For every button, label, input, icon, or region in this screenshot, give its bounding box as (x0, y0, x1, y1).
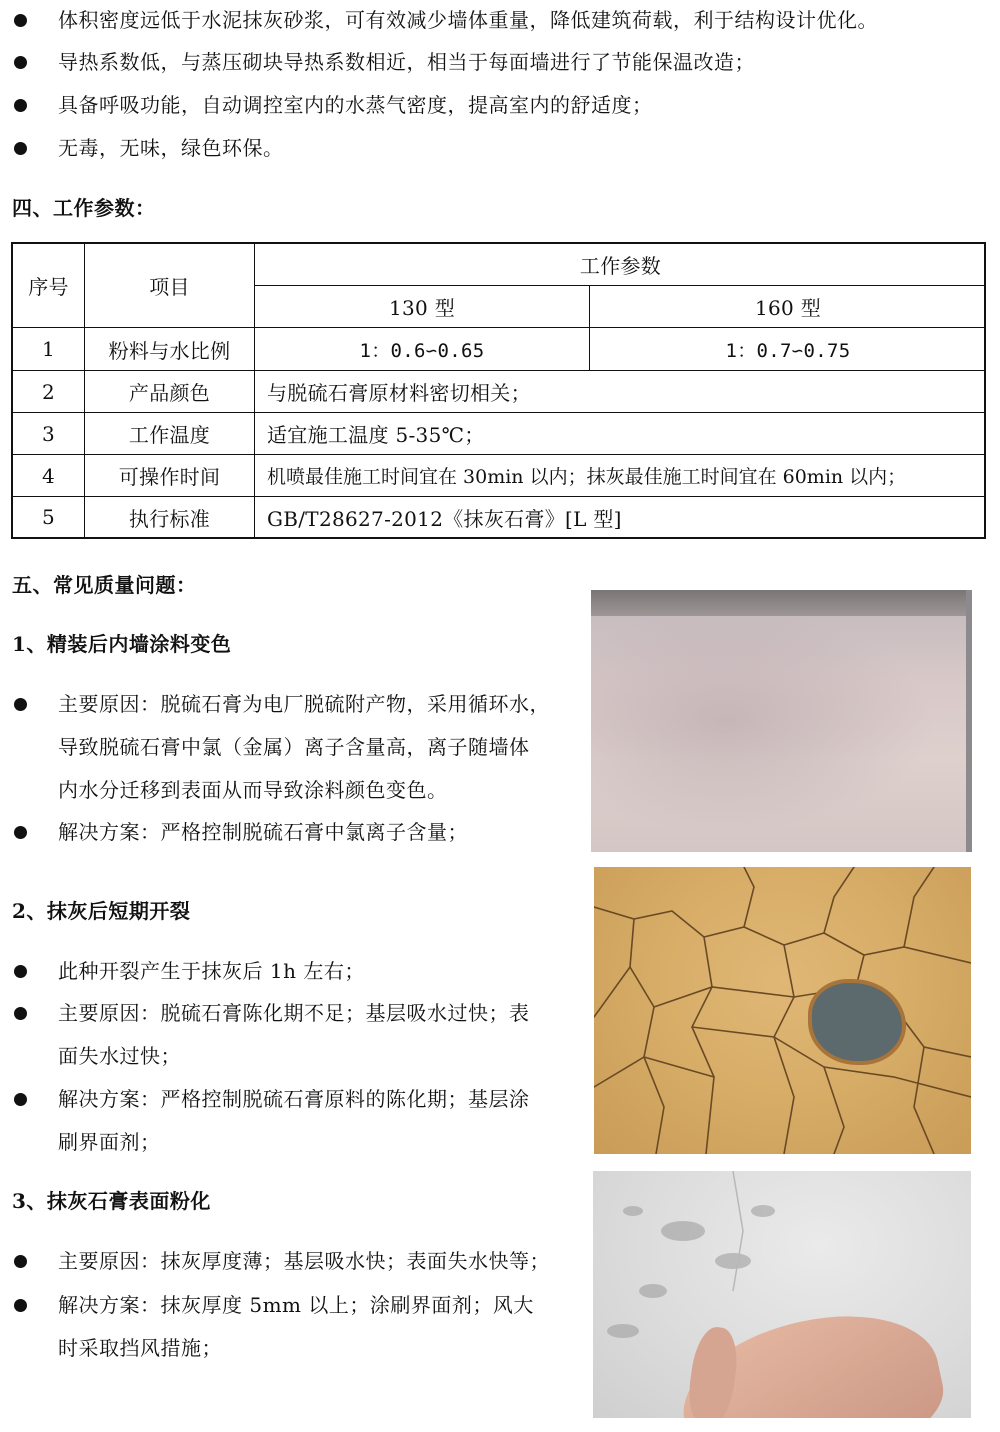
bullet-icon (14, 14, 27, 27)
bullet-icon (14, 698, 27, 711)
table-header-item: 项目 (149, 275, 190, 299)
list-item-text: 主要原因：脱硫石膏为电厂脱硫附产物，采用循环水， (58, 692, 550, 716)
table-cell-value: 适宜施工温度 5-35℃； (267, 423, 485, 447)
bullet-icon (14, 99, 27, 112)
list-item-text: 此种开裂产生于抹灰后 1h 左右； (58, 959, 365, 983)
powdered-plaster-photo (593, 1171, 971, 1418)
bullet-icon (14, 1299, 27, 1312)
discolored-wall-photo (591, 590, 972, 852)
table-header-130: 130 型 (388, 296, 456, 320)
list-item-text: 具备呼吸功能，自动调控室内的水蒸气密度，提高室内的舒适度； (58, 93, 653, 117)
list-item-text: 无毒，无味，绿色环保。 (58, 136, 284, 160)
table-cell-item: 工作温度 (128, 423, 211, 447)
table-cell-item: 粉料与水比例 (108, 338, 231, 363)
bullet-icon (14, 142, 27, 155)
section-heading: 四、工作参数： (12, 196, 156, 220)
table-header-160: 160 型 (754, 296, 822, 320)
bullet-icon (14, 826, 27, 839)
list-item-text: 刷界面剂； (58, 1130, 161, 1154)
table-header-no: 序号 (28, 275, 69, 299)
list-item-text: 内水分迁移到表面从而导致涂料颜色变色。 (58, 778, 448, 802)
list-item-text: 体积密度远低于水泥抹灰砂浆，可有效减少墙体重量，降低建筑荷载，利于结构设计优化。 (58, 8, 878, 32)
cracked-plaster-photo (594, 867, 971, 1154)
table-cell-no: 4 (41, 463, 56, 488)
table-cell-130: 1：0.6∽0.65 (359, 339, 485, 362)
list-item-text: 导致脱硫石膏中氯（金属）离子含量高，离子随墙体 (58, 735, 530, 759)
table-cell-no: 2 (41, 379, 56, 404)
table-cell-value: 机喷最佳施工时间宜在 30min 以内；抹灰最佳施工时间宜在 60min 以内； (267, 466, 907, 488)
list-item-text: 时采取挡风措施； (58, 1336, 222, 1360)
problem-title: 1、精装后内墙涂料变色 (12, 632, 232, 656)
list-item-text: 解决方案：严格控制脱硫石膏中氯离子含量； (58, 820, 468, 844)
bullet-icon (14, 56, 27, 69)
table-cell-item: 可操作时间 (118, 465, 221, 489)
table-cell-no: 5 (41, 505, 56, 529)
parameter-table (11, 242, 986, 539)
problem-title: 3、抹灰石膏表面粉化 (12, 1189, 211, 1213)
table-cell-value: GB/T28627-2012《抹灰石膏》[L 型] (267, 506, 622, 531)
table-cell-value: 与脱硫石膏原材料密切相关； (267, 381, 531, 405)
table-cell-no: 3 (41, 421, 56, 446)
table-cell-item: 产品颜色 (128, 381, 211, 405)
bullet-icon (14, 1093, 27, 1106)
list-item-text: 解决方案：抹灰厚度 5mm 以上；涂刷界面剂；风大 (58, 1293, 534, 1317)
table-cell-item: 执行标准 (128, 506, 211, 531)
list-item-text: 面失水过快； (58, 1044, 181, 1068)
list-item-text: 解决方案：严格控制脱硫石膏原料的陈化期；基层涂 (58, 1087, 530, 1111)
list-item-text: 主要原因：抹灰厚度薄；基层吸水快；表面失水快等； (58, 1249, 550, 1273)
table-cell-160: 1：0.7∽0.75 (725, 339, 851, 362)
section-heading: 五、常见质量问题： (12, 573, 197, 597)
bullet-icon (14, 1255, 27, 1268)
bullet-icon (14, 965, 27, 978)
bullet-icon (14, 1007, 27, 1020)
problem-title: 2、抹灰后短期开裂 (12, 899, 191, 923)
list-item-text: 主要原因：脱硫石膏陈化期不足；基层吸水过快；表 (58, 1001, 530, 1025)
table-cell-no: 1 (41, 337, 56, 361)
table-header-params: 工作参数 (579, 254, 662, 278)
list-item-text: 导热系数低，与蒸压砌块导热系数相近，相当于每面墙进行了节能保温改造； (58, 50, 755, 74)
